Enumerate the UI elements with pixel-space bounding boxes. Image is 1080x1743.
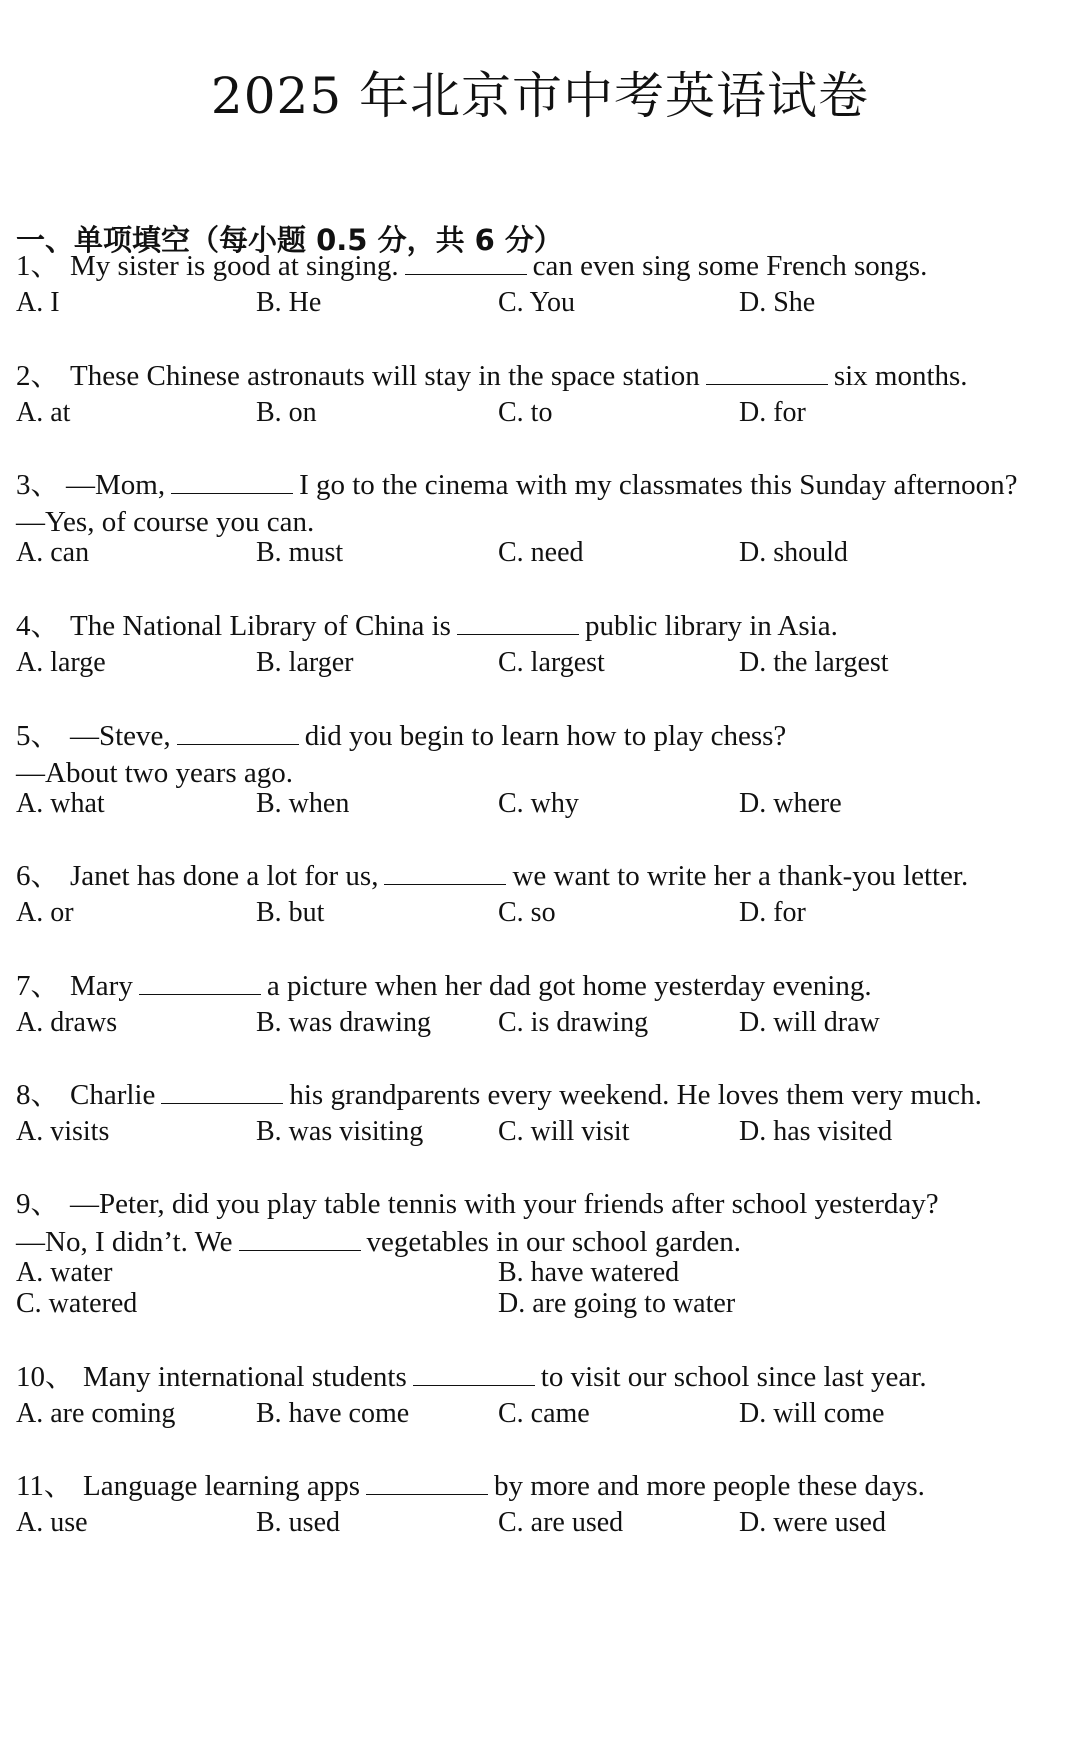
question-text: a picture when her dad got home yesterday evening. — [266, 970, 872, 1002]
option-b[interactable]: B. larger — [256, 647, 354, 678]
option-d[interactable]: D. will draw — [739, 1007, 880, 1038]
question-text: I go to the cinema with my classmates this Sunday afternoon? — [299, 469, 1018, 501]
option-b[interactable]: B. was drawing — [256, 1007, 431, 1038]
option-c[interactable]: C. will visit — [498, 1116, 630, 1147]
section-heading: 一、单项填空（每小题 0.5 分，共 6 分） — [16, 223, 563, 257]
question-text: These Chinese astronauts will stay in the space station — [70, 360, 700, 392]
option-b[interactable]: B. used — [256, 1507, 340, 1538]
option-d[interactable]: D. were used — [739, 1507, 886, 1538]
option-b[interactable]: B. was visiting — [256, 1116, 424, 1147]
question-text: Charlie — [70, 1079, 156, 1111]
question-number: 1、 — [16, 250, 60, 282]
question-number: 11、 — [16, 1470, 73, 1502]
answer-blank — [177, 718, 299, 745]
option-c[interactable]: C. largest — [498, 647, 605, 678]
question-number: 5、 — [16, 720, 60, 752]
question-stem — [16, 1184, 939, 1224]
option-a[interactable]: A. what — [16, 788, 105, 819]
option-a[interactable]: A. draws — [16, 1007, 118, 1038]
option-a[interactable]: A. at — [16, 397, 71, 428]
option-row — [16, 533, 1066, 573]
question-stem — [16, 1357, 927, 1397]
option-row — [16, 784, 1066, 824]
option-a[interactable]: A. visits — [16, 1116, 110, 1147]
question-text: we want to write her a thank-you letter. — [512, 860, 969, 892]
question-text: —Steve, — [70, 720, 171, 752]
dialogue-reply: —About two years ago. — [16, 757, 294, 789]
option-b[interactable]: B. on — [256, 397, 317, 428]
option-b[interactable]: B. He — [256, 287, 322, 318]
question-number: 7、 — [16, 970, 60, 1002]
question-number: 6、 — [16, 860, 60, 892]
option-a[interactable]: A. I — [16, 287, 60, 318]
question-text: public library in Asia. — [584, 610, 838, 642]
question-stem — [16, 856, 968, 896]
option-row — [16, 1003, 1066, 1043]
option-c[interactable]: C. watered — [16, 1288, 138, 1319]
option-b[interactable]: B. must — [256, 537, 344, 568]
question-text: Mary — [70, 970, 133, 1002]
option-row — [16, 1112, 1066, 1152]
question-number: 2、 — [16, 360, 60, 392]
option-row — [16, 893, 1066, 933]
option-row — [16, 1284, 1066, 1324]
option-c[interactable]: C. why — [498, 788, 579, 819]
question-text: to visit our school since last year. — [540, 1361, 927, 1393]
option-d[interactable]: D. are going to water — [498, 1288, 736, 1319]
answer-blank — [413, 1359, 535, 1386]
option-a[interactable]: A. can — [16, 537, 90, 568]
question-text: My sister is good at singing. — [70, 250, 399, 282]
option-c[interactable]: C. is drawing — [498, 1007, 649, 1038]
option-d[interactable]: D. for — [739, 397, 806, 428]
answer-blank — [384, 858, 506, 885]
question-text: The National Library of China is — [70, 610, 451, 642]
question-number: 8、 — [16, 1079, 60, 1111]
option-d[interactable]: D. for — [739, 897, 806, 928]
option-row — [16, 1503, 1066, 1543]
option-row — [16, 283, 1066, 323]
option-row — [16, 393, 1066, 433]
option-c[interactable]: C. so — [498, 897, 556, 928]
option-c[interactable]: C. You — [498, 287, 576, 318]
option-a[interactable]: A. are coming — [16, 1398, 176, 1429]
option-b[interactable]: B. have watered — [498, 1257, 680, 1288]
question-number: 4、 — [16, 610, 60, 642]
option-a[interactable]: A. or — [16, 897, 74, 928]
question-text: can even sing some French songs. — [532, 250, 928, 282]
option-b[interactable]: B. but — [256, 897, 325, 928]
option-a[interactable]: A. large — [16, 647, 106, 678]
question-stem — [16, 465, 1017, 505]
question-number: 10、 — [16, 1361, 75, 1393]
question-text: six months. — [833, 360, 968, 392]
option-row — [16, 1394, 1066, 1434]
option-d[interactable]: D. should — [739, 537, 848, 568]
answer-blank — [161, 1077, 283, 1104]
question-number: 3、 — [16, 469, 60, 501]
question-text: his grandparents every weekend. He loves them very much. — [289, 1079, 982, 1111]
question-text: Janet has done a lot for us, — [70, 860, 379, 892]
answer-blank — [405, 248, 527, 275]
exam-title: 2025 年北京市中考英语试卷 — [210, 67, 870, 125]
option-a[interactable]: A. use — [16, 1507, 88, 1538]
question-text: by more and more people these days. — [494, 1470, 925, 1502]
option-c[interactable]: C. came — [498, 1398, 590, 1429]
option-a[interactable]: A. water — [16, 1257, 113, 1288]
option-d[interactable]: D. where — [739, 788, 842, 819]
question-text: Many international students — [83, 1361, 407, 1393]
option-d[interactable]: D. will come — [739, 1398, 885, 1429]
question-stem — [16, 246, 927, 286]
question-text: did you begin to learn how to play chess? — [304, 720, 787, 752]
option-c[interactable]: C. are used — [498, 1507, 624, 1538]
reply-text: vegetables in our school garden. — [366, 1226, 741, 1258]
question-text: Language learning apps — [83, 1470, 361, 1502]
question-text: —Peter, did you play table tennis with your friends after school yesterday? — [70, 1188, 939, 1220]
question-stem — [16, 716, 786, 756]
question-stem — [16, 1466, 925, 1506]
reply-text: —No, I didn’t. We — [16, 1226, 233, 1258]
answer-blank — [457, 608, 579, 635]
option-d[interactable]: D. She — [739, 287, 816, 318]
question-stem — [16, 966, 872, 1006]
answer-blank — [171, 467, 293, 494]
answer-blank — [706, 358, 828, 385]
option-b[interactable]: B. have come — [256, 1398, 410, 1429]
option-c[interactable]: C. to — [498, 397, 553, 428]
question-stem — [16, 356, 968, 396]
option-row — [16, 643, 1066, 683]
option-c[interactable]: C. need — [498, 537, 584, 568]
question-text: —Mom, — [66, 469, 166, 501]
question-stem — [16, 1075, 982, 1115]
option-d[interactable]: D. has visited — [739, 1116, 893, 1147]
question-stem — [16, 606, 838, 646]
answer-blank — [366, 1468, 488, 1495]
answer-blank — [239, 1224, 361, 1251]
option-d[interactable]: D. the largest — [739, 647, 889, 678]
answer-blank — [139, 968, 261, 995]
option-b[interactable]: B. when — [256, 788, 350, 819]
dialogue-reply: —Yes, of course you can. — [16, 506, 315, 538]
question-number: 9、 — [16, 1188, 60, 1220]
